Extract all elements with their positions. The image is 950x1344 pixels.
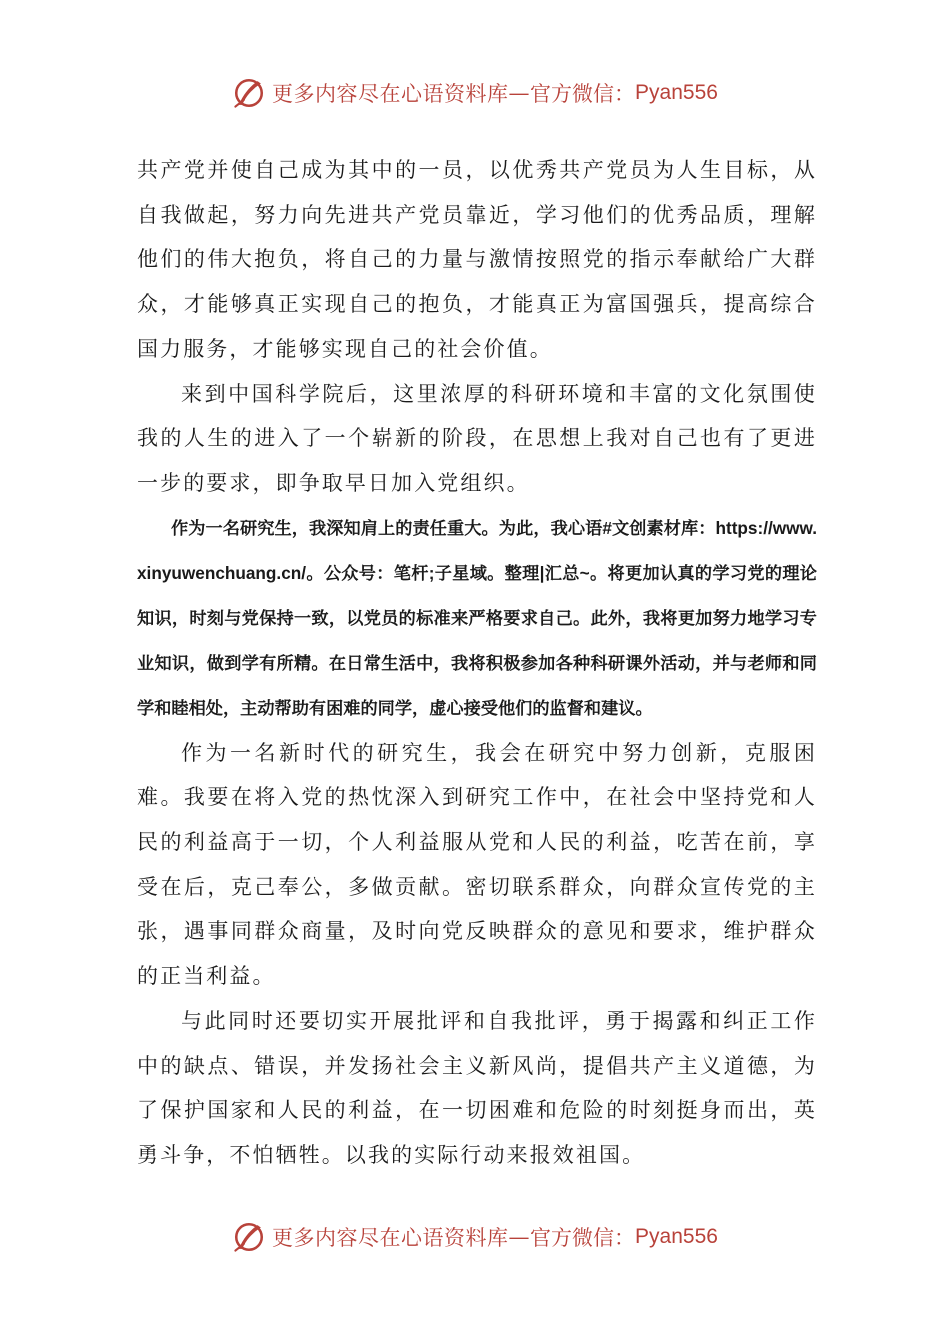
footer-dash: — [508,1225,531,1249]
header-slogan: 更多内容尽在心语资料库 [272,82,509,106]
quill-pen-logo-icon [232,1220,266,1254]
footer-wechat-id: Pyan556 [635,1225,718,1248]
footer-wechat-label: 官方微信： [530,1226,636,1250]
paragraph-5: 与此同时还要切实开展批评和自我批评，勇于揭露和纠正工作中的缺点、错误，并发扬社会主义新风尚，提倡共产主义道德，为了保护国家和人民的利益，在一切困难和危险的时刻挺身而出，英勇斗争，不怕牺牲。以我的实际行动来报效祖国。 [137,1008,817,1167]
paragraph-4: 作为一名新时代的研究生，我会在研究中努力创新，克服困难。我要在将入党的热忱深入到研究工作中，在社会中坚持党和人民的利益高于一切，个人利益服从党和人民的利益，吃苦在前，享受在后，克己奉公，多做贡献。密切联系群众，向群众宣传党的主张，遇事同群众商量，及时向党反映群众的意见和要求，维护群众的正当利益。 [137,740,817,989]
paragraph-2: 来到中国科学院后，这里浓厚的科研环境和丰富的文化氛围使我的人生的进入了一个崭新的阶段，在思想上我对自己也有了更进一步的要求，即争取早日加入党组织。 [137,381,817,495]
paragraph-1: 共产党并使自己成为其中的一员，以优秀共产党员为人生目标，从自我做起，努力向先进共产党员靠近，学习他们的优秀品质，理解他们的伟大抱负，将自己的力量与激情按照党的指示奉献给广大群众，才能够真正实现自己的抱负，才能真正为富国强兵，提高综合国力服务，才能够实现自己的社会价值。 [137,158,817,361]
header-wechat-label: 官方微信： [530,82,636,106]
header-dash: — [508,81,531,105]
header-banner [0,73,950,113]
quill-pen-logo-icon [232,76,266,110]
footer-banner [0,1217,950,1257]
paragraph-3: 作为一名研究生，我深知肩上的责任重大。为此，我心语#文创素材库：https://www.xinyuwenchuang.cn/。公众号：笔杆;子星域。整理|汇总~。将更加认真的学习党的理论知识，时刻与党保持一致，以党员的标准来严格要求自己。此外，我将更加努力地学习专业知识，做到学有所精。在日常生活中，我将积极参加各种科研课外活动，并与老师和同学和睦相处，主动帮助有困难的同学，虚心接受他们的监督和建议。 [137,517,817,718]
footer-slogan: 更多内容尽在心语资料库 [272,1226,509,1250]
header-wechat-id: Pyan556 [635,81,718,104]
document-body [137,148,817,1178]
